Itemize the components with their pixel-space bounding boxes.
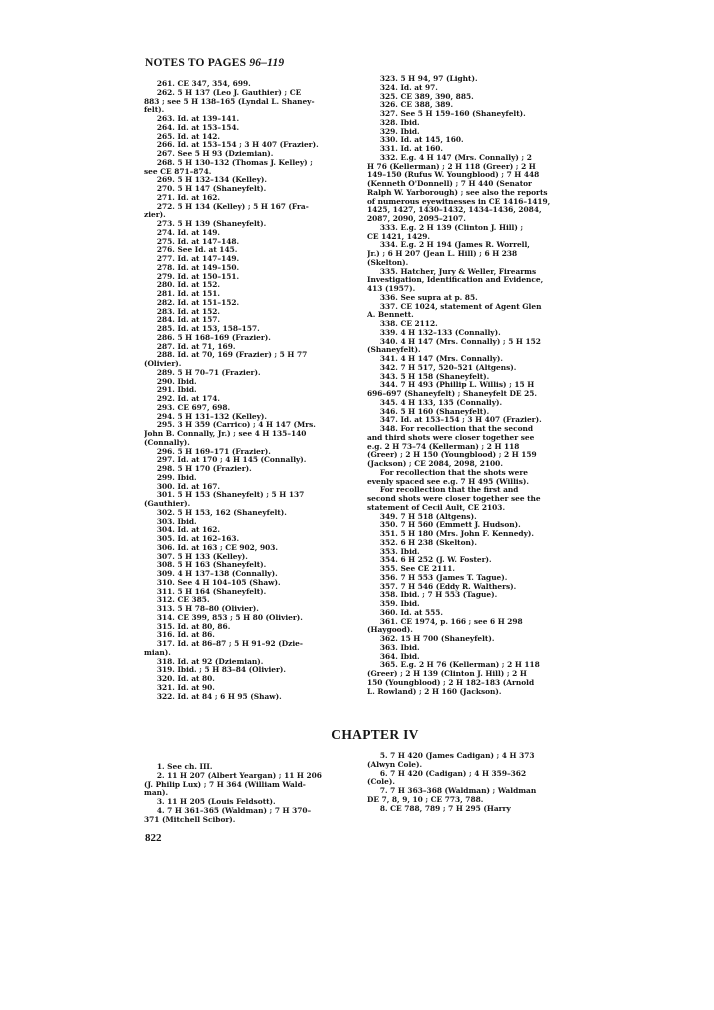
note-line: 294. 5 H 131–132 (Kelley). xyxy=(144,412,267,421)
note-line: (Cole). xyxy=(367,778,395,787)
note-line: 272. 5 H 134 (Kelley) ; 5 H 167 (Fra- xyxy=(144,202,309,211)
note-line: 289. 5 H 70–71 (Frazier). xyxy=(144,368,261,377)
note-line: 339. 4 H 132–133 (Connally). xyxy=(367,328,501,337)
note-line: (Gauthier). xyxy=(144,500,191,508)
note-line: (J. Philip Lux) ; 7 H 364 (William Wald- xyxy=(144,780,306,789)
note-line: 299. Ibid. xyxy=(144,473,197,482)
note-line: 271. Id. at 162. xyxy=(144,193,220,202)
note-line: 325. CE 389, 390, 885. xyxy=(367,92,474,101)
note-line: 349. 7 H 518 (Altgens). xyxy=(367,512,477,521)
running-header-pages: 96–119 xyxy=(249,57,285,69)
note-line: 279. Id. at 150–151. xyxy=(144,272,240,281)
running-header xyxy=(145,57,284,69)
note-line: 295. 3 H 359 (Carrico) ; 4 H 147 (Mrs. xyxy=(144,421,316,430)
running-header-prefix: NOTES TO PAGES xyxy=(145,57,250,69)
note-line: 358. Ibid. ; 7 H 553 (Tague). xyxy=(367,591,498,600)
note-line: (Jackson) ; CE 2084, 2098, 2100. xyxy=(367,460,503,468)
note-line: 347. Id. at 153–154 ; 3 H 407 (Frazier). xyxy=(367,416,542,425)
note-line: 300. Id. at 167. xyxy=(144,482,220,491)
note-line: 290. Ibid. xyxy=(144,377,197,386)
note-line: 307. 5 H 133 (Kelley). xyxy=(144,552,248,561)
note-line: H 76 (Kellerman) ; 2 H 118 (Greer) ; 2 H xyxy=(367,162,536,171)
note-line: second shots were closer together see the xyxy=(367,495,541,503)
note-line: 324. Id. at 97. xyxy=(367,83,438,92)
note-line: 361. CE 1974, p. 166 ; see 6 H 298 xyxy=(367,617,523,626)
note-line: mian). xyxy=(144,648,171,657)
note-line: 363. Ibid. xyxy=(367,643,420,652)
note-line: 291. Ibid. xyxy=(144,386,197,395)
note-line: 343. 5 H 158 (Shaneyfelt). xyxy=(367,372,490,381)
note-line: 371 (Mitchell Scibor). xyxy=(144,815,236,824)
note-line: 317. Id. at 86–87 ; 5 H 91–92 (Dzie- xyxy=(144,640,303,648)
note-line: 323. 5 H 94, 97 (Light). xyxy=(367,75,478,83)
note-line: 287. Id. at 71, 169. xyxy=(144,342,236,351)
note-line: 318. Id. at 92 (Dziemian). xyxy=(144,657,264,666)
note-line: evenly spaced see e.g. 7 H 495 (Willis). xyxy=(367,477,529,486)
note-line: 267. See 5 H 93 (Dziemian). xyxy=(144,150,274,158)
note-line: (Connally). xyxy=(144,438,190,447)
note-line: 354. 6 H 252 (J. W. Foster). xyxy=(367,556,492,565)
note-line: 341. 4 H 147 (Mrs. Connally). xyxy=(367,355,503,363)
note-line: 328. Ibid. xyxy=(367,118,420,127)
note-line: 359. Ibid. xyxy=(367,600,420,608)
note-line: 364. Ibid. xyxy=(367,652,420,661)
note-line: zier). xyxy=(144,211,166,220)
note-line: 1425, 1427, 1430–1432, 1434–1436, 2084, xyxy=(367,206,542,215)
note-line: 150 (Youngblood) ; 2 H 182–183 (Arnold xyxy=(367,678,535,687)
note-line: 360. Id. at 555. xyxy=(367,608,443,617)
note-line: and third shots were closer together see xyxy=(367,433,535,442)
note-line: 322. Id. at 84 ; 6 H 95 (Shaw). xyxy=(144,692,282,701)
note-line: John B. Connally, Jr.) ; see 4 H 135–140 xyxy=(144,430,307,438)
note-line: 304. Id. at 162. xyxy=(144,526,220,535)
note-line: 340. 4 H 147 (Mrs. Connally) ; 5 H 152 xyxy=(367,337,541,346)
note-line: 320. Id. at 80. xyxy=(144,675,215,683)
note-line: 297. Id. at 170 ; 4 H 145 (Connally). xyxy=(144,456,307,465)
note-line: A. Bennett. xyxy=(367,311,414,320)
note-line: 413 (1957). xyxy=(367,285,416,293)
note-line: 266. Id. at 153–154 ; 3 H 407 (Frazier). xyxy=(144,141,319,150)
note-line: 330. Id. at 145, 160. xyxy=(367,136,464,145)
note-line: 6. 7 H 420 (Cadigan) ; 4 H 359–362 xyxy=(367,769,527,778)
note-line: 350. 7 H 560 (Emmett J. Hudson). xyxy=(367,521,521,530)
note-line: 883 ; see 5 H 138–165 (Lyndal L. Shaney- xyxy=(144,97,315,106)
note-line: 305. Id. at 162–163. xyxy=(144,535,240,543)
note-line: 288. Id. at 70, 169 (Frazier) ; 5 H 77 xyxy=(144,351,308,360)
note-line: 346. 5 H 160 (Shaneyfelt). xyxy=(367,407,490,416)
note-line: 262. 5 H 137 (Leo J. Gauthier) ; CE xyxy=(144,88,302,97)
note-line: 7. 7 H 363–368 (Waldman) ; Waldman xyxy=(367,787,537,795)
note-line: 309. 4 H 137–138 (Connally). xyxy=(144,570,278,578)
note-line: (Kenneth O'Donnell) ; 7 H 440 (Senator xyxy=(367,180,532,188)
note-line: (Greer) ; 2 H 139 (Clinton J. Hill) ; 2 H xyxy=(367,670,527,678)
note-line: 345. 4 H 133, 135 (Connally). xyxy=(367,398,503,407)
note-line: 301. 5 H 153 (Shaneyfelt) ; 5 H 137 xyxy=(144,491,305,500)
note-line: 276. See Id. at 145. xyxy=(144,246,238,255)
note-line: Investigation, Identification and Evidence, xyxy=(367,276,544,285)
note-line: 280. Id. at 152. xyxy=(144,281,220,290)
note-line: 286. 5 H 168–169 (Frazier). xyxy=(144,333,271,342)
note-line: 355. See CE 2111. xyxy=(367,565,455,573)
note-line: 321. Id. at 90. xyxy=(144,683,215,692)
note-line: (Haygood). xyxy=(367,626,413,635)
note-line: 308. 5 H 163 (Shaneyfelt). xyxy=(144,561,267,570)
note-line: 4. 7 H 361–365 (Waldman) ; 7 H 370– xyxy=(144,806,312,815)
note-line: 2. 11 H 207 (Albert Yeargan) ; 11 H 206 xyxy=(144,771,322,780)
note-line: (Alwyn Cole). xyxy=(367,760,423,769)
note-line: 306. Id. at 163 ; CE 902, 903. xyxy=(144,543,278,552)
note-line: 1. See ch. III. xyxy=(144,763,213,771)
note-line: 315. Id. at 80, 86. xyxy=(144,622,231,631)
chapter-notes-right-column xyxy=(367,752,601,813)
note-line: (Greer) ; 2 H 150 (Youngblood) ; 2 H 159 xyxy=(367,451,537,460)
note-line: 149–150 (Rufus W. Youngblood) ; 7 H 448 xyxy=(367,171,540,180)
note-line: 327. See 5 H 159–160 (Shaneyfelt). xyxy=(367,110,526,118)
note-line: 270. 5 H 147 (Shaneyfelt). xyxy=(144,185,267,193)
note-line: 338. CE 2112. xyxy=(367,320,438,328)
note-line: 8. CE 788, 789 ; 7 H 295 (Harry xyxy=(367,804,511,813)
note-line: 263. Id. at 139–141. xyxy=(144,115,240,123)
note-line: 282. Id. at 151–152. xyxy=(144,298,240,307)
note-line: 311. 5 H 164 (Shaneyfelt). xyxy=(144,587,267,596)
note-line: 2087, 2090, 2095–2107. xyxy=(367,215,466,223)
note-line: 269. 5 H 132–134 (Kelley). xyxy=(144,176,267,185)
note-line: 312. CE 385. xyxy=(144,596,210,605)
note-line: 268. 5 H 130–132 (Thomas J. Kelley) ; xyxy=(144,158,313,167)
note-line: Ralph W. Yarborough) ; see also the reports xyxy=(367,188,548,197)
note-line: 313. 5 H 78–80 (Olivier). xyxy=(144,605,259,613)
note-line: 353. Ibid. xyxy=(367,547,420,556)
note-line: 342. 7 H 517, 520–521 (Altgens). xyxy=(367,363,517,372)
note-line: 296. 5 H 169–171 (Frazier). xyxy=(144,447,271,456)
note-line: L. Rowland) ; 2 H 160 (Jackson). xyxy=(367,687,502,696)
notes-left-column xyxy=(144,80,356,701)
note-line: 273. 5 H 139 (Shaneyfelt). xyxy=(144,220,267,228)
note-line: statement of Cecil Ault, CE 2103. xyxy=(367,503,506,512)
note-line: 265. Id. at 142. xyxy=(144,132,220,141)
note-line: 264. Id. at 153–154. xyxy=(144,123,240,132)
note-line: (Skelton). xyxy=(367,258,409,267)
note-line: of numerous eyewitnesses in CE 1416–1419, xyxy=(367,197,551,206)
note-line: DE 7, 8, 9, 10 ; CE 773, 788. xyxy=(367,795,484,804)
note-line: 314. CE 399, 853 ; 5 H 80 (Olivier). xyxy=(144,613,303,622)
chapter-notes-left-column xyxy=(144,763,356,824)
note-line: 298. 5 H 170 (Frazier). xyxy=(144,465,252,473)
note-line: 292. Id. at 174. xyxy=(144,395,220,403)
note-line: 329. Ibid. xyxy=(367,127,420,136)
note-line: 332. E.g. 4 H 147 (Mrs. Connally) ; 2 xyxy=(367,153,532,162)
note-line: 293. CE 697, 698. xyxy=(144,403,231,412)
note-line: 3. 11 H 205 (Louis Feldsott). xyxy=(144,798,276,806)
note-line: (Olivier). xyxy=(144,360,182,368)
note-line: felt). xyxy=(144,106,165,115)
notes-right-column xyxy=(367,75,601,696)
chapter-title: CHAPTER IV xyxy=(331,727,419,742)
note-line: 275. Id. at 147–148. xyxy=(144,237,240,246)
note-line: 334. E.g. 2 H 194 (James R. Worrell, xyxy=(367,241,530,250)
note-line: 344. 7 H 493 (Phillip L. Willis) ; 15 H xyxy=(367,381,535,390)
note-line: 278. Id. at 149–150. xyxy=(144,263,240,272)
note-line: 277. Id. at 147–149. xyxy=(144,255,240,263)
note-line: 365. E.g. 2 H 76 (Kellerman) ; 2 H 118 xyxy=(367,661,540,670)
note-line: 316. Id. at 86. xyxy=(144,631,215,640)
note-line: Jr.) ; 6 H 207 (Jean L. Hill) ; 6 H 238 xyxy=(367,250,518,258)
note-line: 356. 7 H 553 (James T. Tague). xyxy=(367,573,508,582)
note-line: see CE 871–874. xyxy=(144,167,212,176)
note-line: 5. 7 H 420 (James Cadigan) ; 4 H 373 xyxy=(367,752,535,760)
note-line: 310. See 4 H 104–105 (Shaw). xyxy=(144,578,281,587)
note-line: 351. 5 H 180 (Mrs. John F. Kennedy). xyxy=(367,530,534,538)
note-line: 696–697 (Shaneyfelt) ; Shaneyfelt DE 25. xyxy=(367,390,537,398)
note-line: 348. For recollection that the second xyxy=(367,425,534,433)
note-line: For recollection that the shots were xyxy=(367,468,528,477)
note-line: 357. 7 H 546 (Eddy R. Walthers). xyxy=(367,582,517,591)
note-line: 274. Id. at 149. xyxy=(144,228,220,237)
note-line: (Shaneyfelt). xyxy=(367,346,421,355)
note-line: 302. 5 H 153, 162 (Shaneyfelt). xyxy=(144,508,287,517)
note-line: 333. E.g. 2 H 139 (Clinton J. Hill) ; xyxy=(367,223,524,232)
note-line: 331. Id. at 160. xyxy=(367,145,443,153)
note-line: 283. Id. at 152. xyxy=(144,307,220,316)
note-line: 326. CE 388, 389. xyxy=(367,101,454,110)
note-line: 352. 6 H 238 (Skelton). xyxy=(367,538,477,547)
note-line: 319. Ibid. ; 5 H 83–84 (Olivier). xyxy=(144,666,286,675)
note-line: 285. Id. at 153, 158–157. xyxy=(144,325,260,333)
note-line: For recollection that the first and xyxy=(367,486,519,495)
note-line: 335. Hatcher, Jury & Weller, Firearms xyxy=(367,267,537,276)
note-line: 362. 15 H 700 (Shaneyfelt). xyxy=(367,635,495,643)
note-line: 284. Id. at 157. xyxy=(144,316,220,325)
note-line: 336. See supra at p. 85. xyxy=(367,293,478,302)
note-line: 303. Ibid. xyxy=(144,517,197,526)
note-line: CE 1421, 1429. xyxy=(367,232,430,241)
note-line: e.g. 2 H 73–74 (Kellerman) ; 2 H 118 xyxy=(367,442,520,451)
note-line: 261. CE 347, 354, 699. xyxy=(144,80,251,88)
page-number: 822 xyxy=(145,832,162,844)
note-line: 281. Id. at 151. xyxy=(144,290,220,298)
note-line: man). xyxy=(144,789,169,798)
note-line: 337. CE 1024, statement of Agent Glen xyxy=(367,302,542,311)
